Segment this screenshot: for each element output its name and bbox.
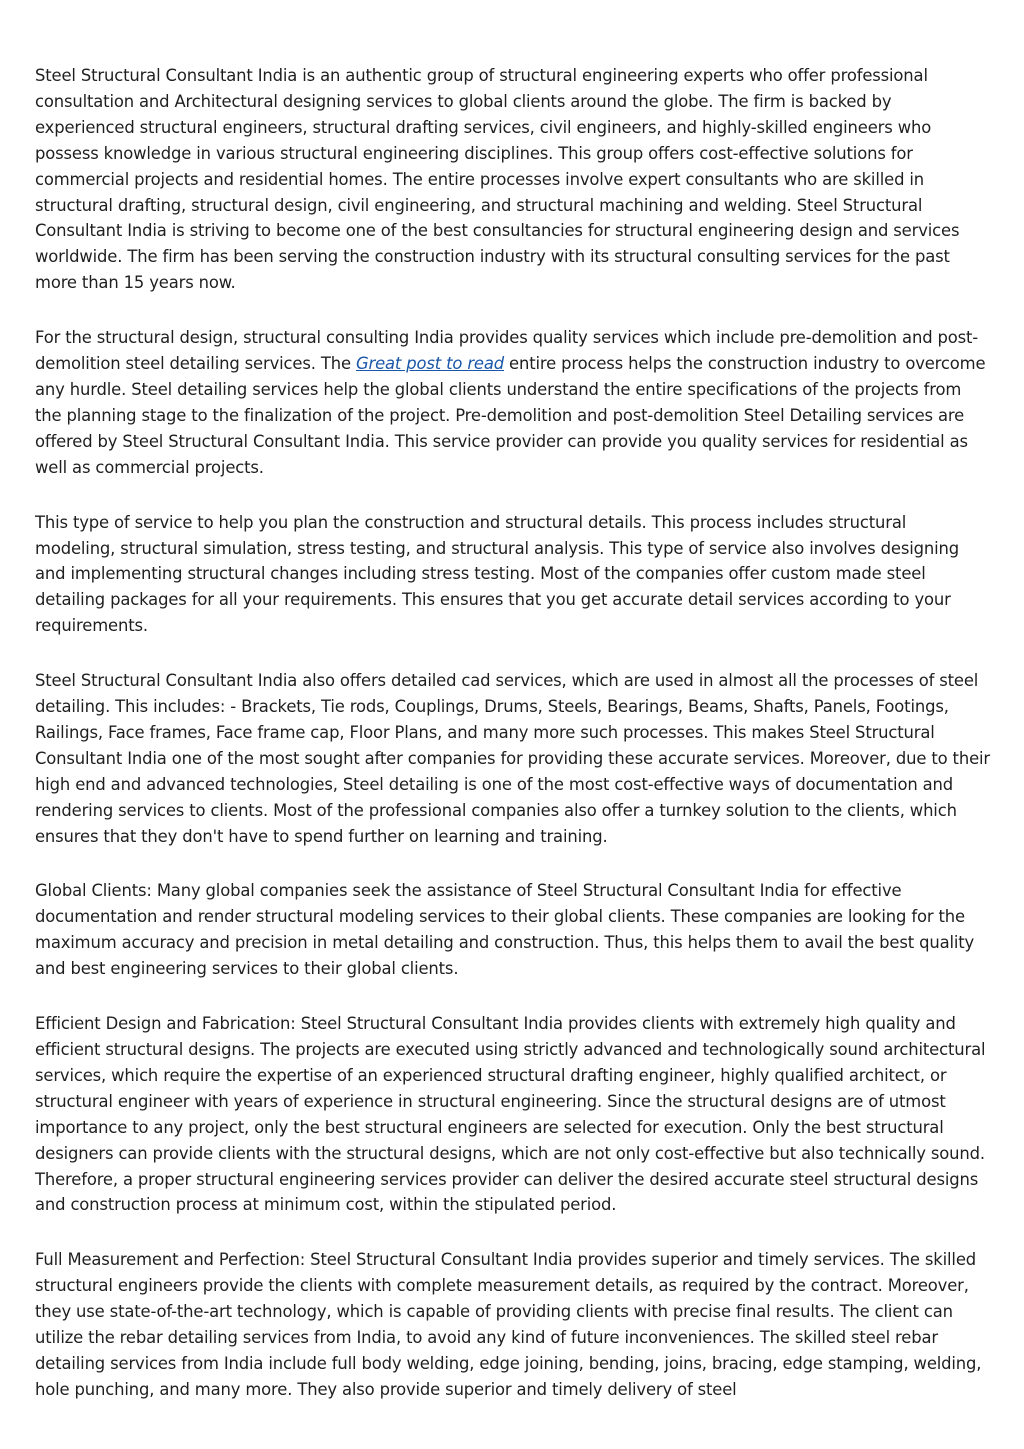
paragraph-cad-services: Steel Structural Consultant India also offers detailed cad services, which are used in almost all the processes of steel detailing. This includes: - Brackets, Tie rods, Couplings, Drums, Steels, Bearings, Beams, Shafts, Panels, Footings, Railings, Face frames, Face frame cap, Floor Plans, and many more such processes. This makes Steel Structural Consultant India one of the most sought after companies for providing these accurate services. Moreover, due to their high end and advanced technologies, Steel detailing is one of the most cost-effective ways of documentation and rendering services to clients. Most of the professional companies also offer a turnkey solution to the clients, which ensures that they don't have to spend further on learning and training.: [35, 671, 991, 846]
paragraph-service-type: This type of service to help you plan the construction and structural details. This process includes structural modeling, structural simulation, stress testing, and structural analysis. This type of service also involves designing and implementing structural changes including stress testing. Most of the companies offer custom made steel detailing packages for all your requirements. This ensures that you get accurate detail services according to your requirements.: [35, 512, 960, 636]
great-post-link[interactable]: Great post to read: [355, 354, 504, 374]
paragraph-text: entire process helps the construction industry to overcome any hurdle. Steel detailing services help the global clients understand the entire specifications of the projects from the planning stage to the finalization of the project. Pre-demolition and post-demolition Steel Detailing services are offered by Steel Structural Consultant India. This service provider can provide you quality services for residential as well as commercial projects.: [35, 354, 986, 477]
paragraph-global-clients: Global Clients: Many global companies seek the assistance of Steel Structural Consultant India for effective documentation and render structural modeling services to their global clients. These companies are looking for the maximum accuracy and precision in metal detailing and construction. Thus, this helps them to avail the best quality and best engineering services to their global clients.: [35, 881, 975, 979]
paragraph-intro: Steel Structural Consultant India is an authentic group of structural engineering experts who offer professional consultation and Architectural designing services to global clients around the globe. The firm is backed by experienced structural engineers, structural drafting services, civil engineers, and highly-skilled engineers who possess knowledge in various structural engineering disciplines. This group offers cost-effective solutions for commercial projects and residential homes. The entire processes involve expert consultants who are skilled in structural drafting, structural design, civil engineering, and structural machining and welding. Steel Structural Consultant India is striving to become one of the best consultancies for structural engineering design and services worldwide. The firm has been serving the construction industry with its structural consulting services for the past more than 15 years now.: [35, 66, 960, 293]
paragraph-text: For the structural design, structural consulting India provides quality services which include pre-demolition and post-demolition steel detailing services. The: [35, 328, 979, 374]
article-body: [35, 63, 990, 1432]
paragraph-full-measurement: Full Measurement and Perfection: Steel Structural Consultant India provides superior and timely services. The skilled structural engineers provide the clients with complete measurement details, as required by the contract. Moreover, they use state-of-the-art technology, which is capable of providing clients with precise final results. The client can utilize the rebar detailing services from India, to avoid any kind of future inconveniences. The skilled steel rebar detailing services from India include full body welding, edge joining, bending, joins, bracing, edge stamping, welding, hole punching, and many more. They also provide superior and timely delivery of steel: [35, 1250, 982, 1399]
paragraph-structural-design: [35, 325, 990, 480]
paragraph-efficient-design: Efficient Design and Fabrication: Steel Structural Consultant India provides clients with extremely high quality and efficient structural designs. The projects are executed using strictly advanced and technologically sound architectural services, which require the expertise of an experienced structural drafting engineer, highly qualified architect, or structural engineer with years of experience in structural engineering. Since the structural designs are of utmost importance to any project, only the best structural engineers are selected for execution. Only the best structural designers can provide clients with the structural designs, which are not only cost-effective but also technically sound. Therefore, a proper structural engineering services provider can deliver the desired accurate steel structural designs and construction process at minimum cost, within the stipulated period.: [35, 1014, 986, 1215]
